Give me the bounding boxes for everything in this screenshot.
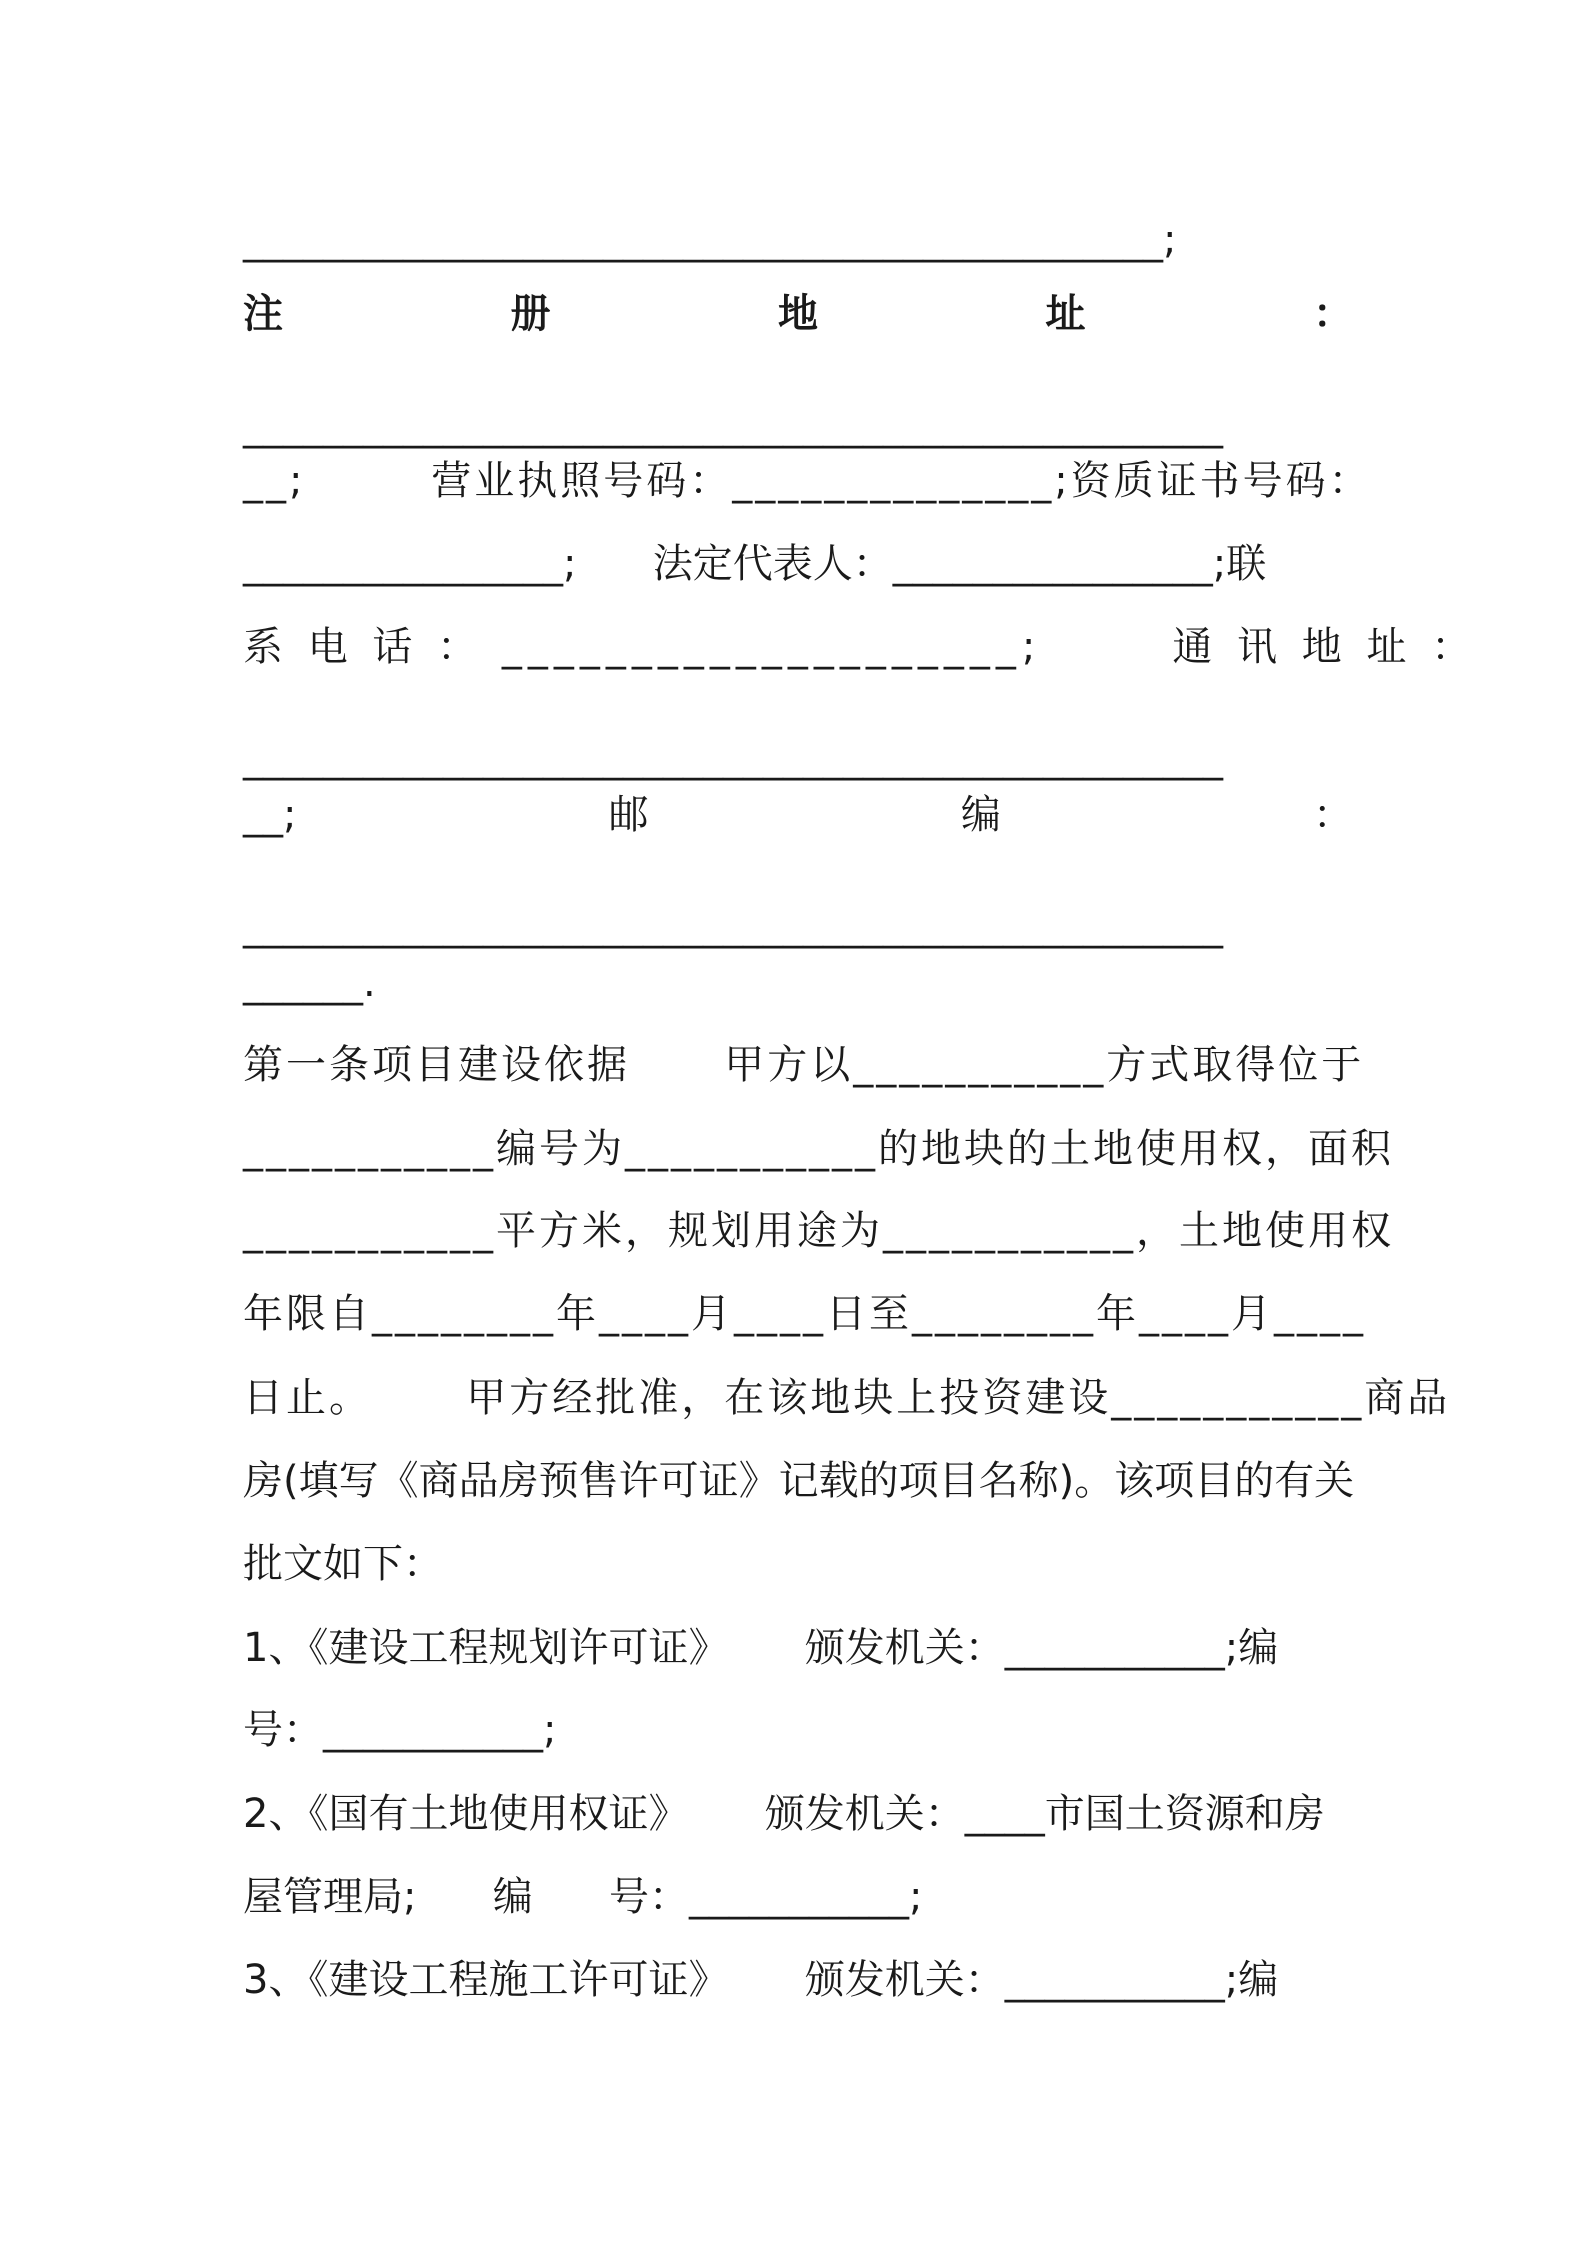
- label-char: 邮: [608, 792, 649, 838]
- paragraph-line: ___________平方米，规划用途为___________，土地使用权: [243, 1208, 1394, 1254]
- label-char: ：: [1313, 792, 1353, 838]
- label-char: 编: [960, 792, 1001, 838]
- label-char: 注: [243, 291, 283, 337]
- registered-address-label: [243, 286, 1353, 342]
- paragraph-line: 年限自________年____月____日至________年____月____: [243, 1291, 1366, 1337]
- blank-line: _________________________________________________: [243, 735, 1223, 781]
- label-text: __;: [243, 792, 297, 838]
- label-char: 册: [510, 291, 551, 337]
- legal-rep-line: ________________; 法定代表人：________________;联: [243, 541, 1267, 587]
- approval-item-2: 2、《国有土地使用权证》 颁发机关：____市国土资源和房: [243, 1791, 1325, 1837]
- blank-line: _________________________________________________: [243, 403, 1223, 449]
- paragraph-line: 批文如下：: [243, 1541, 443, 1587]
- blank-line: ______________________________________________;: [243, 217, 1177, 263]
- approval-item-2-number: 屋管理局; 编 号：___________;: [243, 1874, 923, 1920]
- approval-item-3: 3、《建设工程施工许可证》 颁发机关：___________;编: [243, 1957, 1279, 2003]
- paragraph-line: ___________编号为___________的地块的土地使用权，面积: [243, 1126, 1394, 1172]
- label-char: ：: [1313, 291, 1353, 337]
- license-number-line: __; 营业执照号码：______________;资质证书号码：: [243, 458, 1372, 504]
- paragraph-line: 房(填写《商品房预售许可证》记载的项目名称)。该项目的有关: [243, 1458, 1355, 1504]
- paragraph-line: 日止。 甲方经批准，在该地块上投资建设___________商品: [243, 1375, 1451, 1421]
- label-char: 地: [778, 291, 818, 337]
- article-one-title: 第一条项目建设依据 甲方以___________方式取得位于: [243, 1042, 1365, 1088]
- postcode-label: [243, 787, 1353, 843]
- phone-line: 系 电 话 ： ____________________; 通 讯 地 址 ：: [243, 624, 1478, 670]
- label-char: 址: [1045, 291, 1086, 337]
- approval-item-1-number: 号：___________;: [243, 1707, 557, 1753]
- blank-line: _________________________________________________: [243, 903, 1223, 949]
- approval-item-1: 1、《建设工程规划许可证》 颁发机关：___________;编: [243, 1625, 1279, 1671]
- blank-line-end: ______.: [243, 960, 376, 1006]
